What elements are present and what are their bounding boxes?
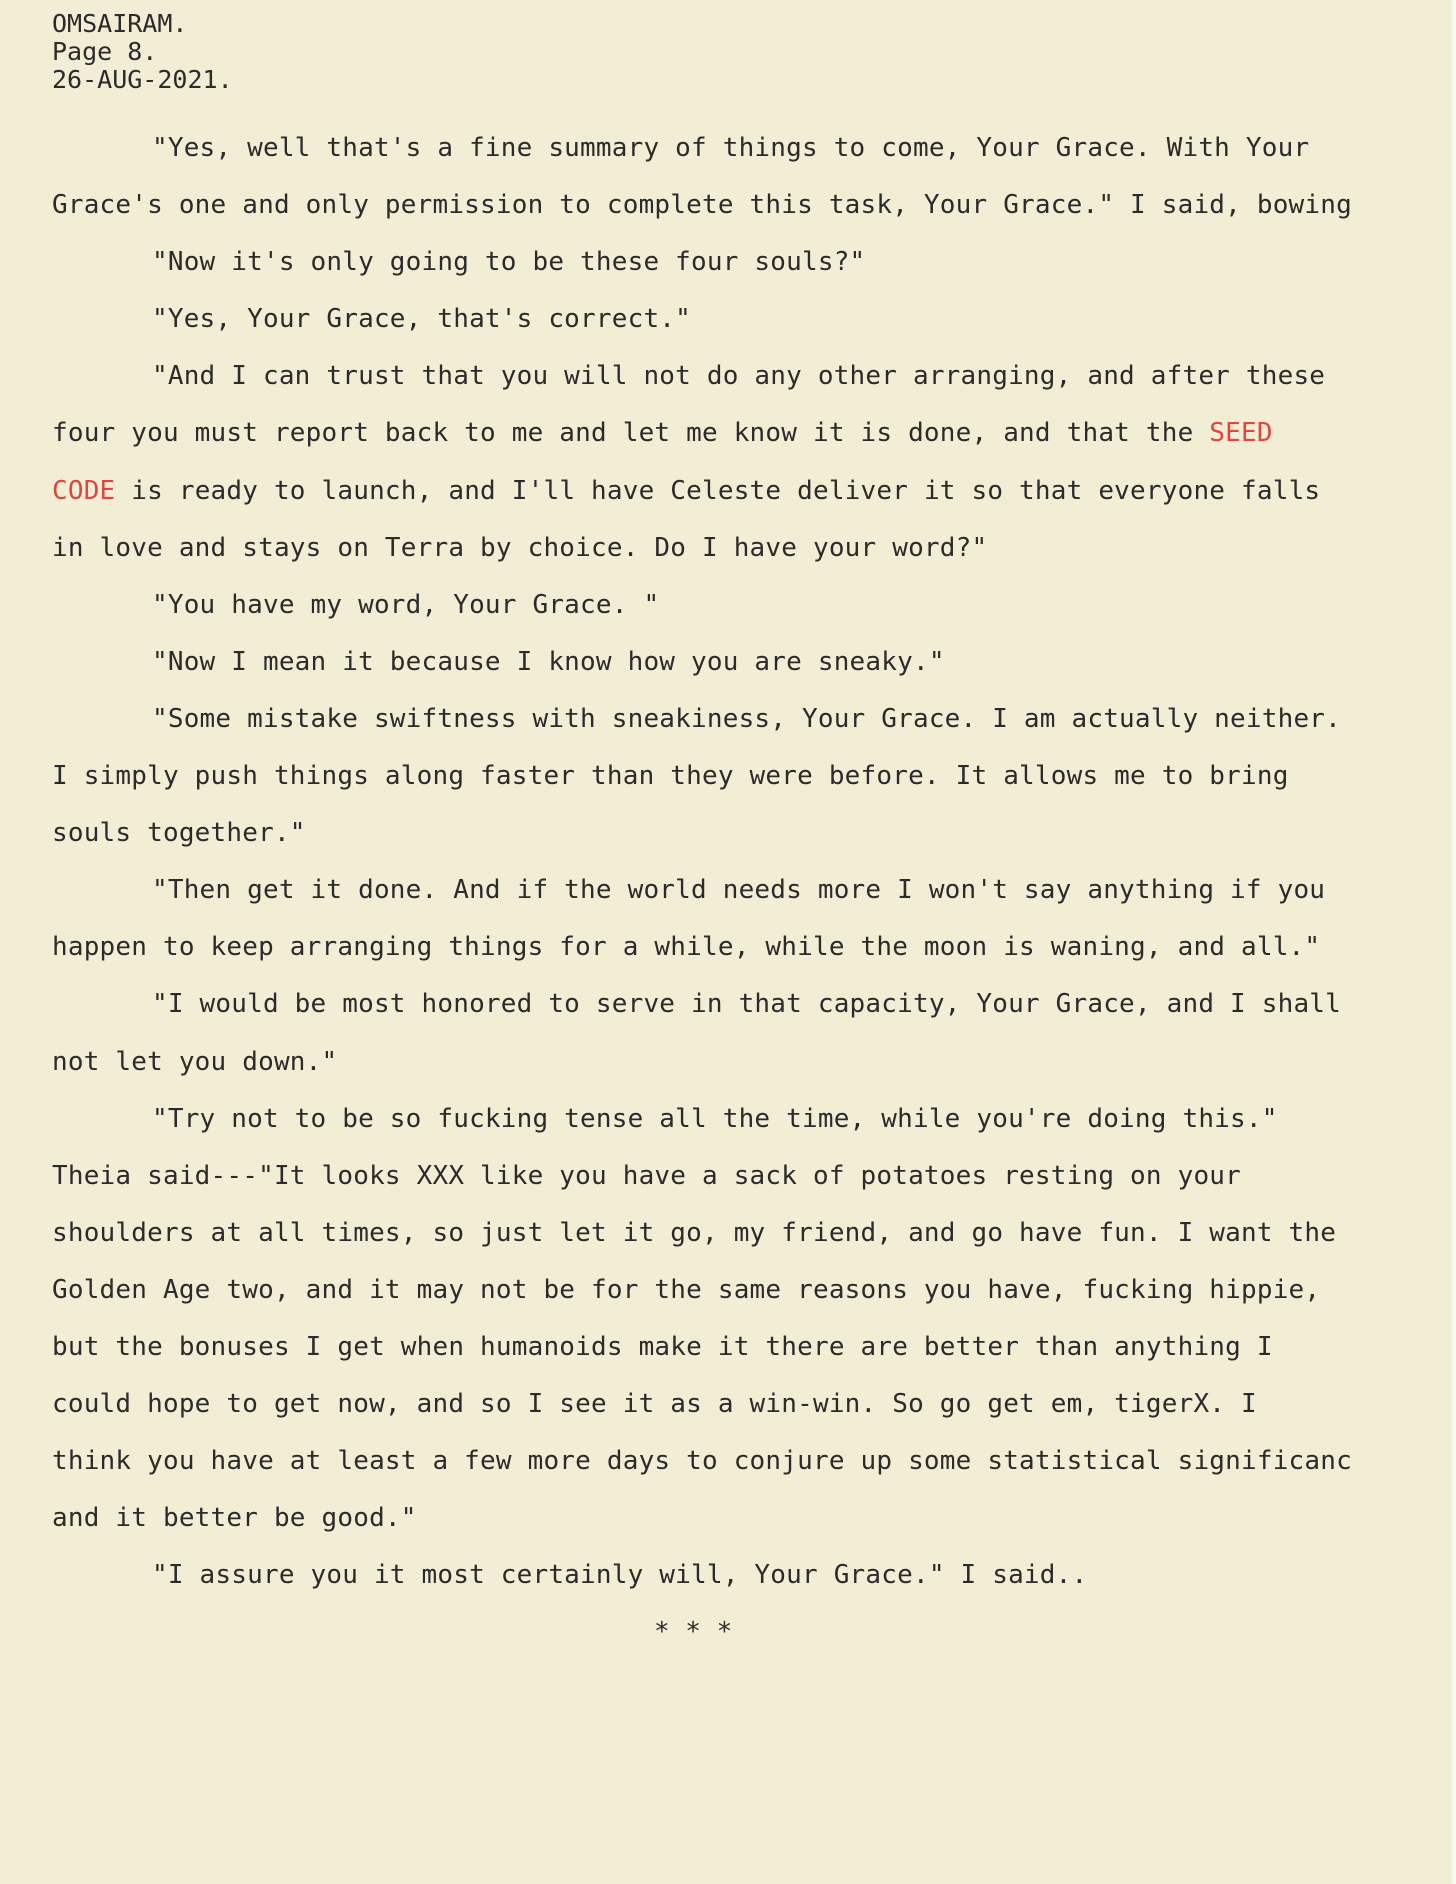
- text-line: [52, 405, 1452, 462]
- text-line: but the bonuses I get when humanoids make it there are better than anything I: [52, 1331, 1273, 1362]
- text-line: "Yes, well that's a fine summary of things to come, Your Grace. With Your: [152, 133, 1310, 163]
- text-segment: is ready to launch, and I'll have Celeste deliver it so that everyone falls: [115, 475, 1321, 506]
- text-line: [52, 463, 1452, 520]
- text-line: shoulders at all times, so just let it go, my friend, and go have fun. I want the: [52, 1217, 1337, 1248]
- text-line: Grace's one and only permission to complete this task, Your Grace." I said, bowing: [52, 190, 1352, 221]
- header-page-number: Page 8.: [52, 37, 158, 66]
- text-segment: four you must report back to me and let me know it is done, and that the: [52, 418, 1210, 449]
- text-line: think you have at least a few more days to conjure up some statistical significanc: [52, 1446, 1352, 1477]
- text-line: "I assure you it most certainly will, Your Grace." I said..: [152, 1560, 1088, 1591]
- text-line: "And I can trust that you will not do any other arranging, and after these: [152, 361, 1326, 392]
- text-line: not let you down.": [52, 1046, 338, 1077]
- header-title: OMSAIRAM.: [52, 9, 188, 38]
- code-word: CODE: [52, 475, 116, 506]
- header-date: 26-AUG-2021.: [52, 65, 233, 94]
- text-line: happen to keep arranging things for a while, while the moon is waning, and all.": [52, 932, 1321, 963]
- body-text: [52, 120, 1452, 1661]
- text-line: "Some mistake swiftness with sneakiness, Your Grace. I am actually neither.: [152, 703, 1341, 734]
- text-line: souls together.": [52, 818, 306, 849]
- seed-word: SEED: [1209, 418, 1273, 449]
- text-line: "Now I mean it because I know how you are sneaky.": [152, 646, 945, 677]
- text-line: "I would be most honored to serve in that capacity, Your Grace, and I shall: [152, 989, 1341, 1020]
- text-line: Golden Age two, and it may not be for the same reasons you have, fucking hippie,: [52, 1274, 1321, 1305]
- text-line: "Yes, Your Grace, that's correct.": [152, 304, 692, 335]
- text-line: "Now it's only going to be these four souls?": [152, 247, 866, 278]
- text-line: "You have my word, Your Grace. ": [152, 589, 660, 620]
- text-line: I simply push things along faster than they were before. It allows me to bring: [52, 761, 1289, 792]
- text-line: could hope to get now, and so I see it as a win-win. So go get em, tigerX. I: [52, 1389, 1257, 1420]
- page-edge: [1452, 0, 1456, 1884]
- section-break: * * *: [654, 1617, 733, 1648]
- text-line: "Try not to be so fucking tense all the time, while you're doing this.": [152, 1103, 1278, 1134]
- text-line: and it better be good.": [52, 1503, 417, 1534]
- text-line: in love and stays on Terra by choice. Do I have your word?": [52, 532, 988, 563]
- text-line: "Then get it done. And if the world needs more I won't say anything if you: [152, 875, 1326, 906]
- text-line: Theia said---"It looks XXX like you have a sack of potatoes resting on your: [52, 1160, 1241, 1191]
